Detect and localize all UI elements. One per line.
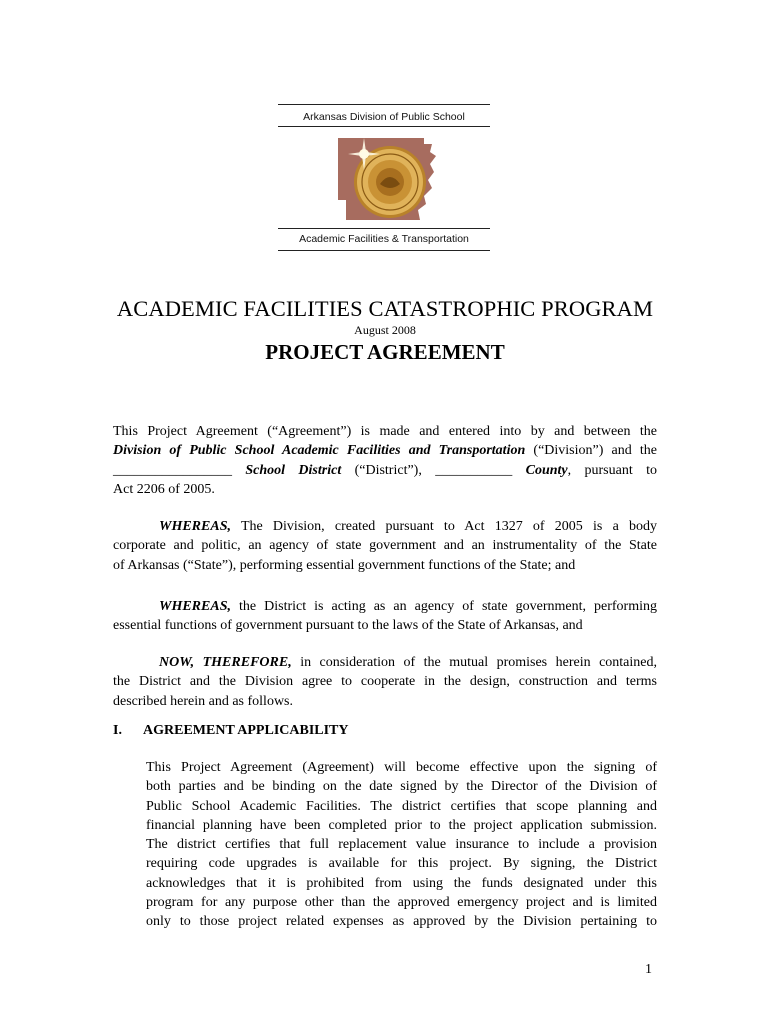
section-1-paragraph xyxy=(146,758,657,932)
text-line: corporate and politic, an agency of state government and an instrumentality of the State xyxy=(113,538,657,554)
text-line: described herein and as follows. xyxy=(113,693,293,709)
text-span: The Division, created pursuant to Act 1327 of 2005 is a body xyxy=(230,519,657,534)
text-span: (“Division”) and the xyxy=(525,443,658,459)
letterhead-rule xyxy=(278,228,490,229)
whereas-lead: WHEREAS, xyxy=(159,599,231,614)
state-seal-icon xyxy=(324,130,446,228)
text-line: Public School Academic Facilities. The district certifies that scope planning and xyxy=(146,798,657,814)
text-line: Act 2206 of 2005. xyxy=(113,481,215,497)
text-span: in consideration of the mutual promises herein contained, xyxy=(291,655,657,670)
school-district-label: School District xyxy=(232,462,342,478)
district-blank: _________________ xyxy=(113,462,232,478)
text-span: , pursuant to xyxy=(567,462,657,478)
now-therefore-lead: NOW, THEREFORE, xyxy=(159,655,292,670)
document-date: August 2008 xyxy=(354,323,416,337)
whereas-lead: WHEREAS, xyxy=(159,519,231,534)
letterhead-top-rule xyxy=(278,104,490,105)
division-name: Division of Public School Academic Facilities and Transportation xyxy=(113,443,526,459)
letterhead xyxy=(278,104,490,254)
document-title: ACADEMIC FACILITIES CATASTROPHIC PROGRAM xyxy=(116,296,654,321)
whereas-paragraph-2 xyxy=(113,597,657,636)
text-line: only to those project related expenses as approved by the Division pertaining to xyxy=(146,914,657,930)
text-line: This Project Agreement (Agreement) will become effective upon the signing of xyxy=(146,760,657,775)
text-line: both parties and be binding on the date signed by the Director of the Division of xyxy=(146,779,657,795)
text-line: acknowledges that it is prohibited from using the funds designated under this xyxy=(146,875,657,891)
letterhead-bottom-text: Academic Facilities & Transportation xyxy=(299,233,469,245)
text-line: requiring code upgrades is available for this project. By signing, the District xyxy=(146,856,657,872)
text-line xyxy=(113,517,657,536)
text-line: This Project Agreement (“Agreement”) is made and entered into by and between the xyxy=(113,424,657,439)
text-line: of Arkansas (“State”), performing essential government functions of the State; and xyxy=(113,557,576,573)
now-therefore-paragraph xyxy=(113,653,657,711)
letterhead-bottom-rule xyxy=(278,250,490,251)
text-span: the District is acting as an agency of state government, performing xyxy=(230,599,657,614)
text-line: the District and the Division agree to cooperate in the design, construction and terms xyxy=(113,674,657,690)
whereas-paragraph-1 xyxy=(113,517,657,575)
text-line: The district certifies that full replacement value insurance to include a provision xyxy=(146,837,657,853)
county-label: County xyxy=(525,462,568,478)
text-line: program for any purpose other than the approved emergency project and is limited xyxy=(146,895,657,911)
text-span: (“District”), ___________ xyxy=(341,462,526,478)
letterhead-rule xyxy=(278,126,490,127)
document-subtitle: PROJECT AGREEMENT xyxy=(265,340,505,364)
page-number: 1 xyxy=(645,962,652,977)
text-line xyxy=(113,441,657,460)
text-line xyxy=(113,653,657,672)
section-title: AGREEMENT APPLICABILITY xyxy=(143,723,349,738)
section-number: I. xyxy=(113,723,122,738)
text-line xyxy=(113,461,657,480)
intro-paragraph xyxy=(113,422,657,499)
text-line: financial planning have been completed prior to the project application submission. xyxy=(146,817,657,833)
text-line: essential functions of government pursuant to the laws of the State of Arkansas, and xyxy=(113,618,583,634)
letterhead-top-text: Arkansas Division of Public School xyxy=(303,111,465,123)
text-line xyxy=(113,597,657,616)
section-heading xyxy=(113,723,349,739)
